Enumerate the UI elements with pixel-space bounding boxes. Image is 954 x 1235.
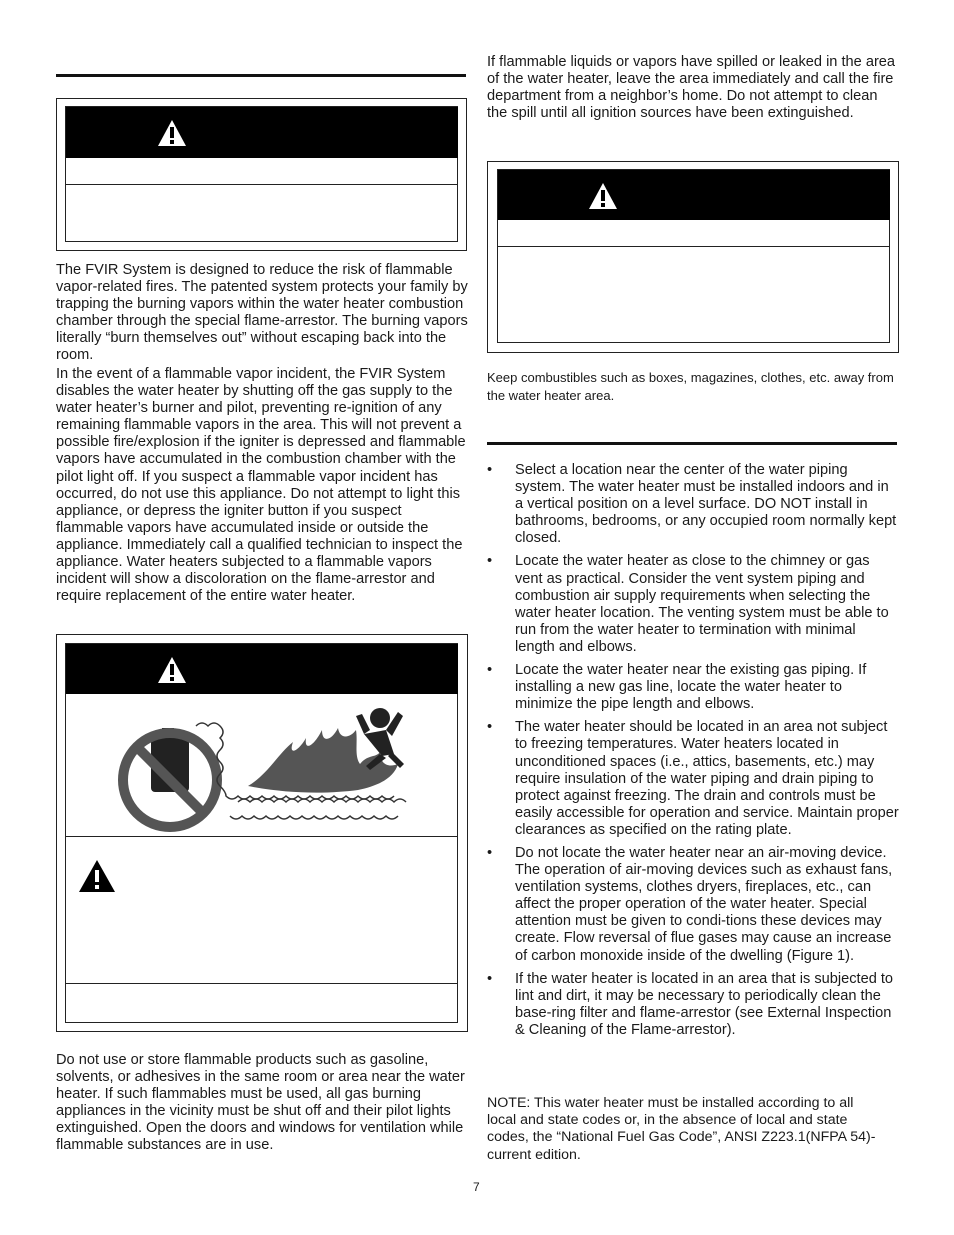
warning-box-2-header (66, 644, 458, 694)
page-number: 7 (473, 1180, 480, 1194)
bullet-symbol: • (487, 462, 493, 478)
bullet-symbol: • (487, 970, 493, 987)
no-gas-can-prohibition-icon (123, 728, 217, 827)
spill-paragraph: If flammable liquids or vapors have spilled or leaked in the area of the water heater, leave the area immediately and call the fire department from a neighbor’s home. Do not attempt to clean the spill until all ignition sources have been extinguished. (487, 54, 896, 122)
list-item: • If the water heater is located in an area that is subjected to lint and dirt, it may be necessary to periodically clean the base-ring filter and flame-arrestor (see External Inspection & Cleaning of the Flame-arrestor). (487, 970, 894, 1038)
bullet-symbol: • (487, 553, 493, 570)
bullet-symbol: • (487, 719, 493, 736)
warning-box-1-header (66, 107, 458, 158)
list-item: • Do not locate the water heater near an air-moving device. The operation of air-moving devices such as exhaust fans, ventilation systems, clothes dryers, fireplaces, etc., can affect the proper operation of the water heater. Special attention must be given to condi-tions these devices may create. Flow reversal of flue gases may cause an increase of carbon monoxide inside of the dwelling (Figure 1). (487, 844, 893, 964)
list-item: • Locate the water heater as close to the chimney or gas vent as practical. Consider the vent system piping and combustion air supply requirements when selecting the water heater location. The venting system must be able to run from the water heater to termination with minimal length and elbows. (487, 553, 889, 655)
list-item: • Select a location near the center of the water piping system. The water heater must be installed indoors and in a vertical position on a level surface. DO NOT install in bathrooms, bedrooms, or any occupied room normally kept closed. (487, 462, 897, 547)
list-item: • Locate the water heater near the existing gas piping. If installing a new gas line, locate the water heater to minimize the pipe length and elbows. (487, 662, 867, 713)
warning-triangle-icon (78, 859, 116, 893)
bullet-symbol: • (487, 844, 493, 861)
bullet-symbol: • (487, 662, 493, 679)
section-rule-right (487, 442, 897, 445)
combustibles-note: Keep combustibles such as boxes, magazines, clothes, etc. away from the water heater area. (487, 370, 894, 403)
warning-box-2-divider-1 (66, 836, 458, 837)
warning-triangle-icon (157, 119, 187, 147)
warning-box-1-divider (66, 184, 458, 185)
fvir-paragraph-2: In the event of a flammable vapor incident, the FVIR System disables the water heater by shutting off the gas supply to the water heater’s burner and pilot, preventing re-ignition of any remaining flammable vapors in the area. This will not prevent a possible fire/explosion if the igniter is depressed and flammable vapors have accumulated in the combustion chamber with the pilot light off. If you suspect a flammable vapor incident has occurred, do not use this appliance. Do not attempt to light this appliance, or depress the igniter button if you suspect flammable vapors have accumulated inside or outside the appliance. Immediately call a qualified technician to inspect the appliance. Water heaters subjected to a flammable vapors incident will show a discoloration on the flame-arrestor and require replacement of the entire water heater. (56, 366, 466, 605)
warning-box-3-header (498, 170, 890, 220)
location-bullet-list (487, 462, 899, 1045)
warning-box-2-divider-2 (66, 983, 458, 984)
list-item: • The water heater should be located in an area not subject to freezing temperatures. Water heaters located in unconditioned spaces (i.e., attics, basements, etc.) may require insulation of the water piping and drain piping to protect against freezing. The drain and controls must be easily accessible for operation and service. Maintain proper clearances as specified on the rating plate. (487, 719, 899, 838)
flammable-storage-paragraph: Do not use or store flammable products such as gasoline, solvents, or adhesives in the same room or area near the water heater. If such flammables must be used, all gas burning appliances in the vicinity must be shut off and their pilot lights extinguished. Open the doors and windows for ventilation while flammable substances are in use. (56, 1052, 465, 1154)
flammable-vapor-illustration (118, 694, 418, 836)
warning-triangle-icon (157, 656, 187, 684)
warning-box-3-divider (498, 246, 890, 247)
fvir-paragraph-1: The FVIR System is designed to reduce the risk of flammable vapor-related fires. The patented system protects your family by trapping the burning vapors within the water heater combustion chamber through the special flame-arrestor. The burning vapors literally “burn themselves out” without escaping back into the room. (56, 262, 468, 364)
section-rule-left (56, 74, 466, 77)
code-note-paragraph: NOTE: This water heater must be installed according to all local and state codes or, in the absence of local and state codes, the “National Fuel Gas Code”, ANSI Z223.1(NFPA 54)-current edition. (487, 1095, 876, 1163)
warning-triangle-icon (588, 182, 618, 210)
